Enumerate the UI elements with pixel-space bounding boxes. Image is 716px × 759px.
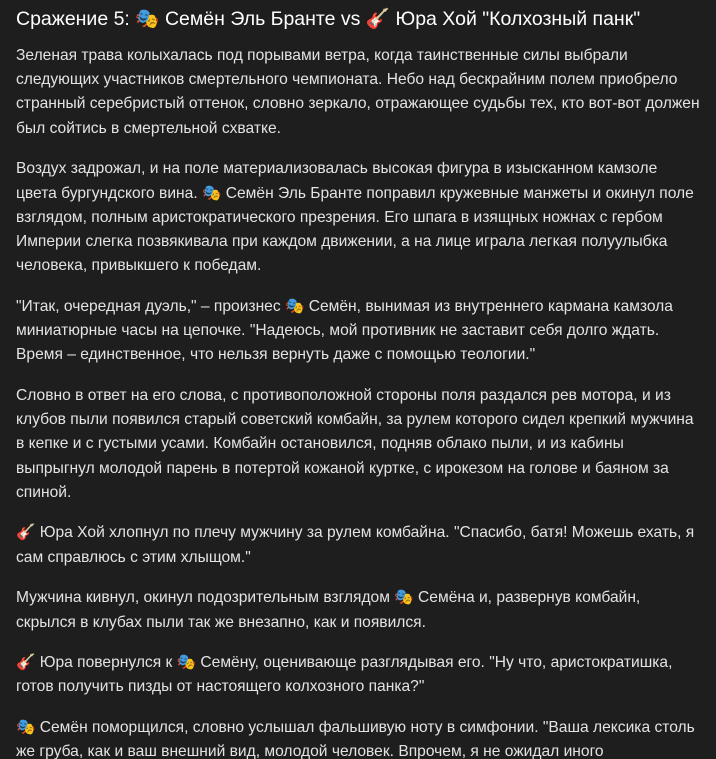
paragraph-6: Мужчина кивнул, окинул подозрительным взглядом 🎭 Семёна и, развернув комбайн, скрылся в клубах пыли так же внезапно, как и появился. xyxy=(16,589,641,631)
paragraph-4: Словно в ответ на его слова, с противоположной стороны поля раздался рев мотора, и из клубов пыли появился старый советский комбайн, за рулем которого сидел крепкий мужчина в кепке и с густыми усами. Комбайн остановился, подняв облако пыли, и из кабины выпрыгнул молодой парень в потертой кожаной куртке, с ирокезом на голове и баяном за спиной. xyxy=(16,386,694,501)
paragraph-3: "Итак, очередная дуэль," – произнес 🎭 Семён, вынимая из внутреннего кармана камзола миниатюрные часы на цепочке. "Надеюсь, мой противник не заставит себя долго ждать. Время – единственное, что нельзя вернуть даже с помощью теологии." xyxy=(16,297,673,364)
paragraph-8: 🎭 Семён поморщился, словно услышал фальшивую ноту в симфонии. "Ваша лексика столь же груба, как и ваш внешний вид, молодой человек. Впрочем, я не ожидал иного xyxy=(16,719,695,759)
paragraph-1: Зеленая трава колыхалась под порывами ветра, когда таинственные силы выбрали следующих участников смертельного чемпионата. Небо над бескрайним полем приобрело странный серебристый оттенок, словно зеркало, отражающее судьбы тех, кто вот-вот должен был сойтись в смертельной схватке. xyxy=(16,47,700,137)
paragraph-2: Воздух задрожал, и на поле материализовалась высокая фигура в изысканном камзоле цвета бургундского вина. 🎭 Семён Эль Бранте поправил кружевные манжеты и окинул поле взглядом, полным аристократического презрения. Его шпага в изящных ножнах с гербом Империи слегка позвякивала при каждом движении, а на лице играла легкая полуулыбка человека, привыкшего к победам. xyxy=(16,160,694,275)
page-title: Сражение 5: 🎭 Семён Эль Бранте vs 🎸 Юра Хой "Колхозный панк" xyxy=(16,8,641,30)
paragraph-7: 🎸 Юра повернулся к 🎭 Семёну, оценивающе разглядывая его. "Ну что, аристократишка, готов получить пизды от настоящего колхозного панка?" xyxy=(16,654,673,696)
paragraph-5: 🎸 Юра Хой хлопнул по плечу мужчину за рулем комбайна. "Спасибо, батя! Можешь ехать, я сам справлюсь с этим хлыщом." xyxy=(16,524,695,566)
